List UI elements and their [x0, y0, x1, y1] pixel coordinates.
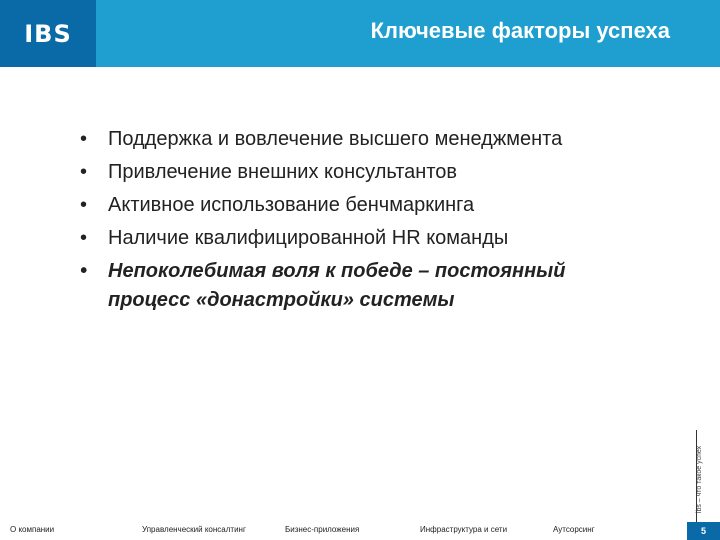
- footer-link-consulting[interactable]: Управленческий консалтинг: [142, 525, 246, 534]
- slide-header: [0, 0, 720, 67]
- logo-text: IBS: [24, 19, 72, 48]
- bullet-item: • Наличие квалифицированной HR команды: [80, 224, 600, 253]
- side-tab[interactable]: [689, 433, 711, 525]
- bullet-item: • Активное использование бенчмаркинга: [80, 191, 600, 220]
- slide-title: Ключевые факторы успеха: [370, 18, 670, 43]
- footer-link-outsourcing[interactable]: Аутсорсинг: [553, 525, 595, 534]
- footer-link-business-apps[interactable]: Бизнес-приложения: [285, 525, 360, 534]
- bullet-item: • Поддержка и вовлечение высшего менеджмента: [80, 125, 600, 154]
- bullet-list: [80, 125, 600, 319]
- side-tab-label: ibs – что такое успех: [696, 445, 704, 513]
- bullet-item: • Привлечение внешних консультантов: [80, 158, 600, 187]
- footer-link-infrastructure[interactable]: Инфраструктура и сети: [420, 525, 508, 534]
- logo: [0, 0, 96, 67]
- page-number: 5: [687, 522, 720, 540]
- footer-nav: [0, 522, 720, 540]
- bullet-item-emphasis: • Непоколебимая воля к победе – постоянный процесс «донастройки» системы: [80, 257, 600, 315]
- footer-link-about[interactable]: О компании: [10, 525, 55, 534]
